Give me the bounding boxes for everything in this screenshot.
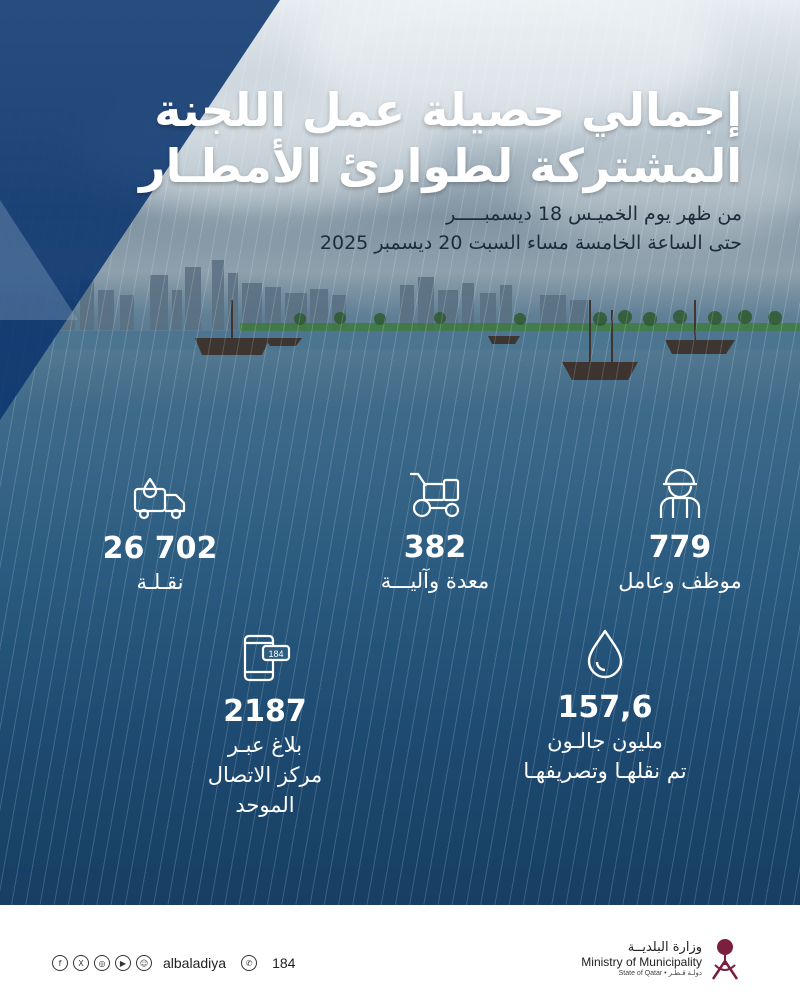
instagram-icon[interactable]: ◎ — [94, 955, 110, 971]
decorative-triangle — [0, 200, 78, 320]
stat-equipment-label: معدة وآليـــة — [380, 569, 490, 593]
subtitle-line-1: من ظهر يوم الخميـس 18 ديسمبـــــر — [446, 203, 742, 225]
phone-icon: ✆ — [241, 955, 257, 971]
title-line-2: المشتركة لطوارئ الأمطـار — [139, 139, 742, 193]
snapchat-icon[interactable]: ☺ — [136, 955, 152, 971]
water-drop-icon — [582, 628, 628, 680]
footer — [0, 905, 800, 1000]
stat-reports-label-2: مركز الاتصال الموحد — [207, 763, 323, 817]
stat-reports — [175, 632, 355, 820]
subtitle-line-2: حتى الساعة الخامسة مساء السبت 20 ديسمبر 2025 — [319, 232, 742, 254]
title-line-1: إجمالي حصيلة عمل اللجنة — [154, 83, 742, 137]
stat-staff-value: 779 — [648, 530, 712, 565]
stat-reports-label-1: بلاغ عبـر — [227, 733, 303, 757]
social-handle[interactable]: albaladiya — [163, 955, 227, 971]
stat-staff — [610, 468, 750, 596]
tractor-icon — [406, 470, 464, 520]
ministry-name-en: Ministry of Municipality — [581, 954, 702, 969]
x-icon[interactable]: X — [73, 955, 89, 971]
stat-trips — [95, 475, 225, 597]
water-truck-icon — [132, 475, 188, 521]
page-title — [139, 82, 742, 194]
stat-water — [505, 628, 705, 786]
stat-equipment-value: 382 — [403, 530, 467, 565]
stat-staff-label: موظف وعامل — [618, 569, 742, 593]
phone-badge-text: 184 — [268, 649, 284, 659]
ministry-logo-block — [581, 935, 740, 981]
stat-water-label-1: مليون جالـون — [547, 729, 663, 753]
state-of-qatar: State of Qatar • دولـة قـطـر — [618, 969, 702, 977]
facebook-icon[interactable]: f — [52, 955, 68, 971]
hotline-number[interactable]: 184 — [272, 955, 296, 971]
worker-icon — [657, 468, 703, 520]
stat-trips-value: 26 702 — [102, 531, 218, 566]
youtube-icon[interactable]: ▶ — [115, 955, 131, 971]
stat-trips-label: نقـلـة — [136, 570, 184, 594]
ministry-name-ar: وزارة البلديــة — [627, 939, 702, 955]
phone-184-icon — [237, 632, 293, 684]
stat-water-label-2: تم نقلهـا وتصريفهـا — [523, 759, 687, 783]
qatar-emblem-icon — [710, 935, 740, 981]
stat-water-value: 157,6 — [557, 690, 653, 725]
stat-equipment — [365, 470, 505, 596]
social-links — [52, 955, 295, 971]
stat-reports-value: 2187 — [223, 694, 307, 729]
